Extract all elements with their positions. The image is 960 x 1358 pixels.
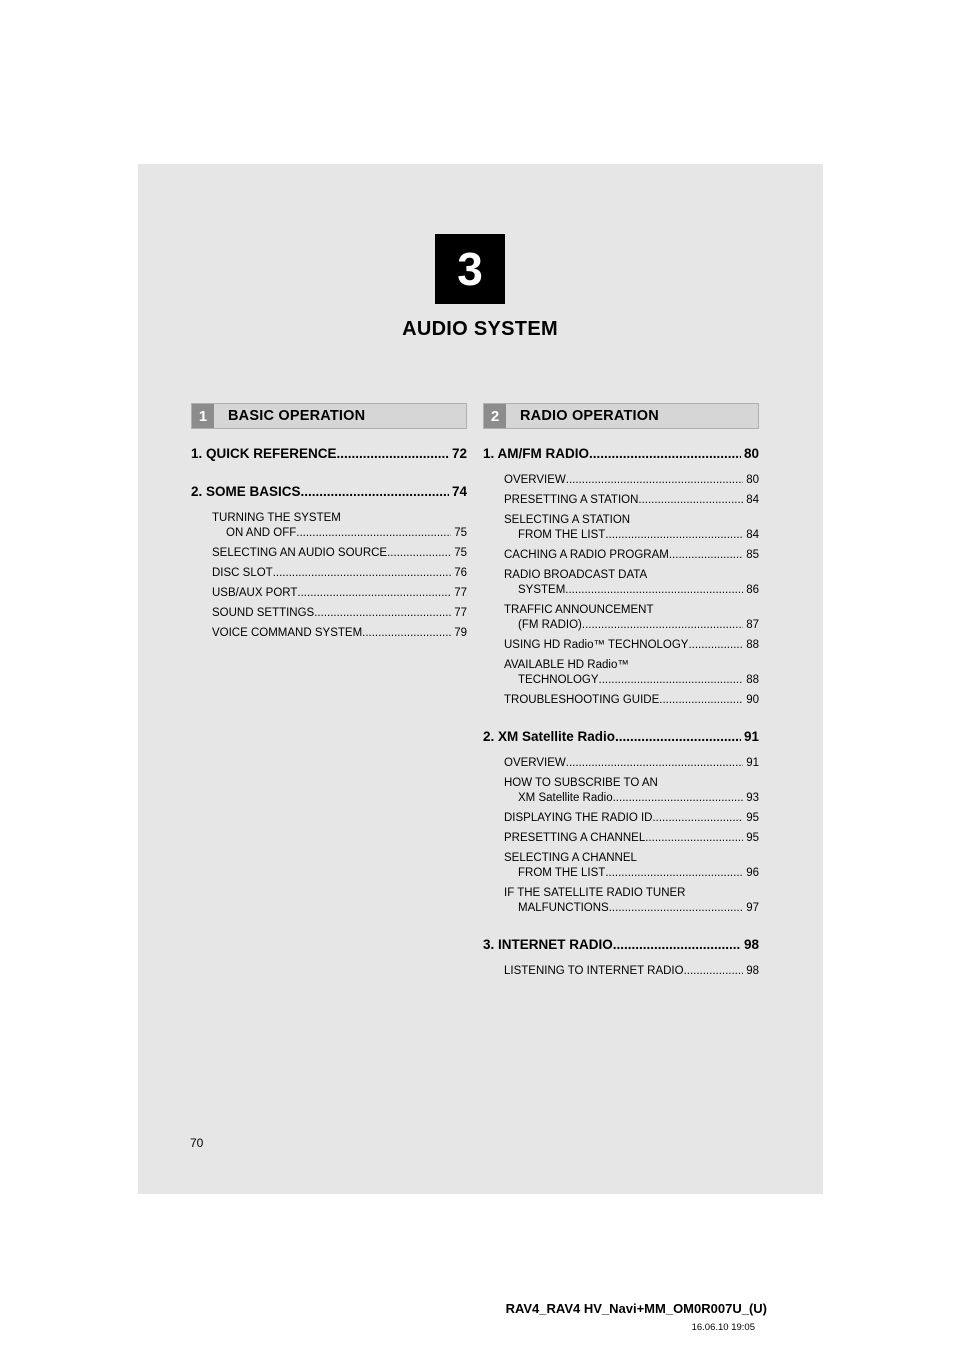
- toc-subentry: [504, 851, 759, 881]
- toc-entry-title: 2. XM Satellite Radio: [483, 729, 616, 744]
- toc-subentry-title: (FM RADIO): [518, 619, 582, 631]
- toc-entry: [483, 445, 759, 463]
- toc-subentry-title: SOUND SETTINGS: [212, 607, 315, 619]
- dot-leader: [566, 473, 743, 488]
- toc-subentry: [504, 693, 759, 708]
- toc-subentry-page: 85: [746, 549, 759, 561]
- toc-subentry: [212, 566, 467, 581]
- toc-subentry-title: TROUBLESHOOTING GUIDE: [504, 694, 660, 706]
- toc-subentry-page: 95: [746, 812, 759, 824]
- toc-subentry-title: PRESETTING A CHANNEL: [504, 832, 646, 844]
- toc-subentry-title-line1: RADIO BROADCAST DATA: [504, 569, 648, 581]
- toc-subentry-page: 88: [746, 674, 759, 686]
- toc-subentry-title: MALFUNCTIONS: [518, 902, 609, 914]
- section-title: BASIC OPERATION: [228, 408, 366, 424]
- dot-leader: [613, 936, 741, 954]
- toc-entry-title: 1. QUICK REFERENCE: [191, 446, 337, 461]
- toc-subentry-title-line1: SELECTING A STATION: [504, 514, 631, 526]
- dot-leader: [565, 583, 743, 598]
- toc-subentry-page: 76: [454, 567, 467, 579]
- toc-subentry: [504, 513, 759, 543]
- toc-subentry-title-line1: HOW TO SUBSCRIBE TO AN: [504, 777, 658, 789]
- toc-subentry-page: 87: [746, 619, 759, 631]
- toc-subentry: [504, 493, 759, 508]
- toc-entry-page: 91: [743, 729, 759, 744]
- section-header: [483, 403, 759, 429]
- chapter-number: 3: [457, 243, 483, 295]
- toc-column-basic-operation: [191, 403, 467, 651]
- toc-subentry: [504, 638, 759, 653]
- chapter-title: AUDIO SYSTEM: [402, 318, 558, 340]
- toc-subentry-page: 95: [746, 832, 759, 844]
- section-number: 2: [484, 404, 506, 428]
- toc-subentry-title: PRESETTING A STATION: [504, 494, 639, 506]
- dot-leader: [645, 831, 743, 846]
- toc-subentry-page: 98: [746, 965, 759, 977]
- toc-subentry: [504, 568, 759, 598]
- toc-subentry-title: USB/AUX PORT: [212, 587, 298, 599]
- toc-subentry-title: TECHNOLOGY: [518, 674, 599, 686]
- toc-list: [191, 445, 467, 641]
- dot-leader: [605, 866, 743, 881]
- toc-entry: [483, 936, 759, 954]
- dot-leader: [684, 964, 744, 979]
- toc-subentry-title: OVERVIEW: [504, 757, 566, 769]
- toc-subentry-page: 93: [746, 792, 759, 804]
- dot-leader: [615, 728, 741, 746]
- toc-subentry-title: USING HD Radio™ TECHNOLOGY: [504, 639, 689, 651]
- toc-subentry-title: OVERVIEW: [504, 474, 566, 486]
- dot-leader: [669, 548, 743, 563]
- toc-subentry-title-line1: TRAFFIC ANNOUNCEMENT: [504, 604, 654, 616]
- toc-subentry-title-line1: AVAILABLE HD Radio™: [504, 659, 629, 671]
- toc-subentry-page: 77: [454, 607, 467, 619]
- toc-entry-title: 2. SOME BASICS: [191, 484, 301, 499]
- dot-leader: [566, 756, 743, 771]
- toc-subentry-title-line1: TURNING THE SYSTEM: [212, 512, 341, 524]
- toc-entry-page: 80: [743, 446, 759, 461]
- dot-leader: [337, 445, 449, 463]
- dot-leader: [609, 901, 743, 916]
- toc-subentry: [212, 586, 467, 601]
- toc-subentry: [504, 756, 759, 771]
- toc-subentry-page: 75: [454, 547, 467, 559]
- toc-entry: [191, 445, 467, 463]
- chapter-number-badge: [435, 234, 505, 304]
- dot-leader: [599, 673, 744, 688]
- dot-leader: [582, 618, 743, 633]
- dot-leader: [301, 483, 449, 501]
- dot-leader: [387, 546, 451, 561]
- toc-subentry: [504, 811, 759, 826]
- toc-entry-page: 74: [451, 484, 467, 499]
- dot-leader: [314, 606, 451, 621]
- toc-entry: [483, 728, 759, 746]
- toc-subentry-page: 75: [454, 527, 467, 539]
- toc-subentry-page: 96: [746, 867, 759, 879]
- toc-subentries: [483, 964, 759, 979]
- toc-subentry-page: 77: [454, 587, 467, 599]
- toc-subentry-page: 80: [746, 474, 759, 486]
- toc-entry-page: 72: [451, 446, 467, 461]
- toc-column-radio-operation: [483, 403, 759, 989]
- toc-subentry: [504, 776, 759, 806]
- toc-subentry-page: 90: [746, 694, 759, 706]
- toc-subentry-title: VOICE COMMAND SYSTEM: [212, 627, 363, 639]
- toc-subentries: [483, 756, 759, 916]
- section-number: 1: [192, 404, 214, 428]
- section-header: [191, 403, 467, 429]
- dot-leader: [688, 638, 743, 653]
- dot-leader: [362, 626, 451, 641]
- toc-subentry: [504, 603, 759, 633]
- toc-subentry-title: LISTENING TO INTERNET RADIO: [504, 965, 684, 977]
- toc-subentry-page: 79: [454, 627, 467, 639]
- toc-subentry-title-line1: SELECTING A CHANNEL: [504, 852, 637, 864]
- dot-leader: [605, 528, 743, 543]
- toc-subentry-page: 88: [746, 639, 759, 651]
- toc-subentry-title: DISPLAYING THE RADIO ID: [504, 812, 653, 824]
- document-id: RAV4_RAV4 HV_Navi+MM_OM0R007U_(U): [505, 1301, 767, 1316]
- toc-subentry-title: FROM THE LIST: [518, 867, 606, 879]
- toc-subentry: [212, 546, 467, 561]
- page-number: 70: [190, 1136, 204, 1150]
- toc-subentry: [504, 964, 759, 979]
- toc-subentry: [212, 606, 467, 621]
- toc-subentry: [212, 511, 467, 541]
- toc-entry: [191, 483, 467, 501]
- toc-subentry-page: 91: [746, 757, 759, 769]
- toc-subentry-title: SELECTING AN AUDIO SOURCE: [212, 547, 388, 559]
- toc-subentry-page: 97: [746, 902, 759, 914]
- dot-leader: [273, 566, 451, 581]
- toc-subentry: [504, 886, 759, 916]
- toc-entry-page: 98: [743, 937, 759, 952]
- document-timestamp: 16.06.10 19:05: [691, 1322, 755, 1333]
- toc-subentry-title: SYSTEM: [518, 584, 566, 596]
- toc-subentry: [504, 831, 759, 846]
- toc-subentries: [483, 473, 759, 708]
- dot-leader: [659, 693, 743, 708]
- dot-leader: [296, 526, 451, 541]
- toc-subentry: [504, 548, 759, 563]
- toc-entry-title: 3. INTERNET RADIO: [483, 937, 613, 952]
- dot-leader: [613, 791, 744, 806]
- dot-leader: [652, 811, 743, 826]
- toc-subentry-title: XM Satellite Radio: [518, 792, 613, 804]
- section-title: RADIO OPERATION: [520, 408, 659, 424]
- toc-subentry-title-line1: IF THE SATELLITE RADIO TUNER: [504, 887, 686, 899]
- toc-subentries: [191, 511, 467, 641]
- toc-entry-title: 1. AM/FM RADIO: [483, 446, 589, 461]
- toc-subentry-title: CACHING A RADIO PROGRAM: [504, 549, 669, 561]
- dot-leader: [638, 493, 743, 508]
- toc-subentry: [504, 473, 759, 488]
- toc-subentry-title: FROM THE LIST: [518, 529, 606, 541]
- toc-subentry-page: 84: [746, 494, 759, 506]
- toc-list: [483, 445, 759, 979]
- toc-subentry: [212, 626, 467, 641]
- dot-leader: [589, 445, 741, 463]
- toc-subentry-page: 84: [746, 529, 759, 541]
- toc-subentry: [504, 658, 759, 688]
- toc-subentry-title: DISC SLOT: [212, 567, 273, 579]
- dot-leader: [297, 586, 451, 601]
- toc-subentry-page: 86: [746, 584, 759, 596]
- toc-subentry-title: ON AND OFF: [226, 527, 297, 539]
